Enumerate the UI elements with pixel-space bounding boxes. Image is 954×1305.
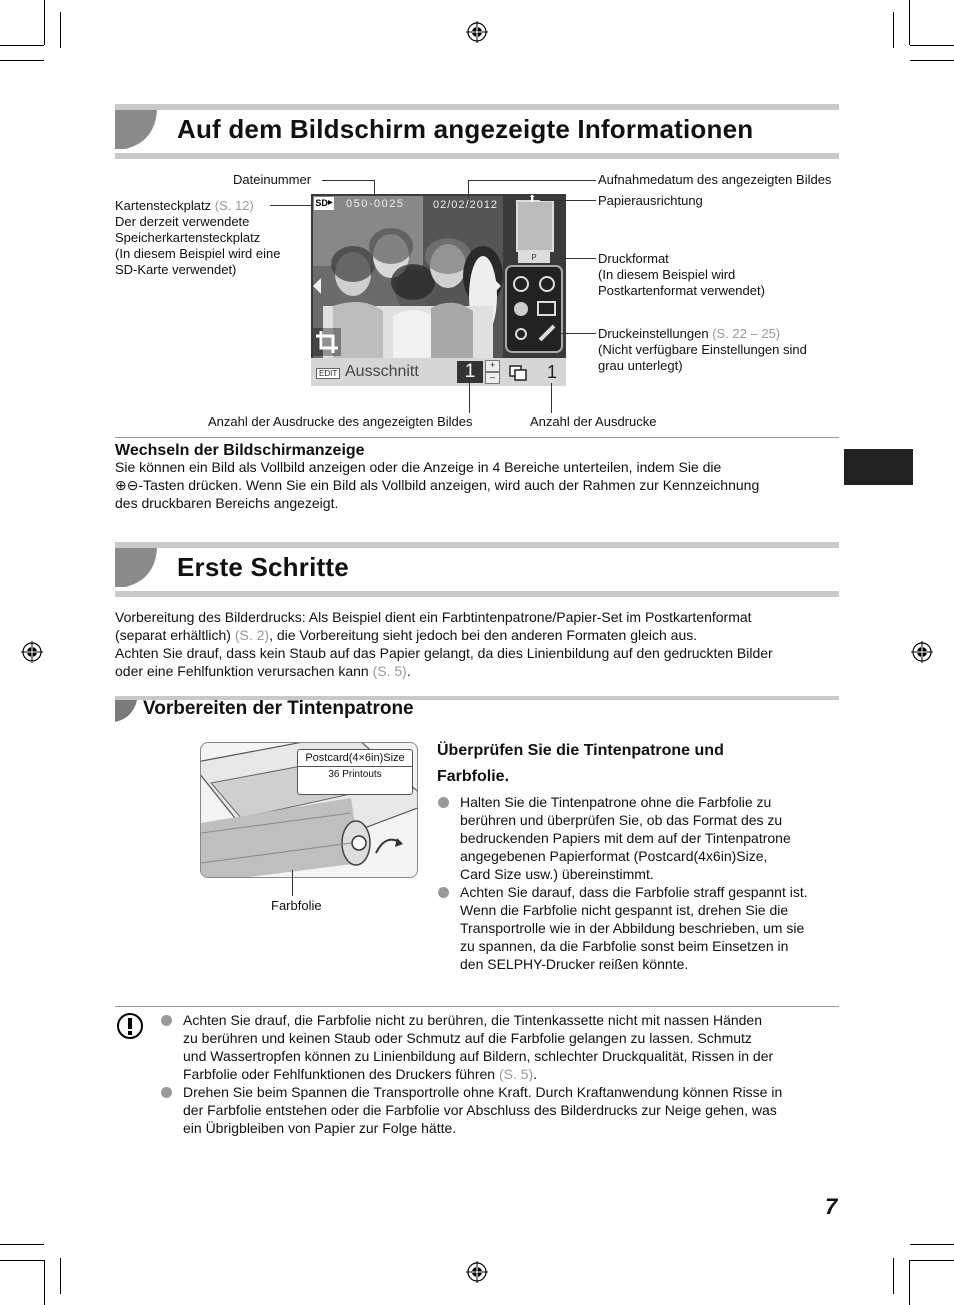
subsection-title: Vorbereiten der Tintenpatrone [143, 698, 414, 719]
callout-dateinummer: Dateinummer [233, 172, 312, 187]
callout-anzahl: Anzahl der Ausdrucke [530, 414, 657, 429]
card-slot-icon: SD▶ [315, 198, 333, 208]
bullet-icon [438, 887, 449, 898]
crop-mark [893, 12, 894, 48]
cartridge-illustration [200, 742, 418, 878]
cartridge-label: Postcard(4×6in)Size 36 Printouts [297, 749, 413, 795]
section-header [115, 542, 839, 597]
arrow-right-icon[interactable] [491, 278, 501, 294]
section-tab-icon [115, 104, 173, 159]
arrow-left-icon[interactable] [313, 278, 323, 294]
shot-date: 02/02/2012 [433, 199, 499, 211]
zoom-in-icon: ⊕ [115, 477, 127, 493]
erste-text: Vorbereitung des Bilderdrucks: Als Beispiel dient ein Farbtintenpatrone/Papier-Set im Postkartenformat (separat erhältlich) (S. 2), die Vorbereitung sieht jedoch bei den anderen Formaten gleich aus. Achten Sie drauf, dass kein Staub auf das Papier gelangt, da dies Linienbildung auf den gedruckten Bilder oder eine Fehlfunktion verursachen kann (S. 5). [115, 609, 773, 679]
step-heading: Überprüfen Sie die Tintenpatrone und Farbfolie. [437, 742, 724, 785]
crop-mark [910, 60, 954, 61]
print-format-icon: P [518, 252, 550, 263]
section-header [115, 104, 839, 159]
file-number: 050-0025 [346, 198, 405, 210]
crop-mark [44, 0, 45, 45]
callout-druckformat: Druckformat (In diesem Beispiel wird Postkartenformat verwendet) [598, 251, 765, 298]
divider [115, 437, 839, 438]
total-prints-icon [509, 365, 527, 381]
callout-aufnahmedatum: Aufnahmedatum des angezeigten Bildes [598, 172, 832, 187]
crop-mark [0, 45, 44, 46]
caution-bullet-1: Achten Sie drauf, die Farbfolie nicht zu berühren, die Tintenkassette nicht mit nassen Händen zu berühren und keinen Staub oder Schmutz auf die Farbfolie gelangen zu lassen. Schmutz und Wassertropfen können zu Linienbildung auf Bildern, schlechter Druckqualität, Rissen in der Farbfolie oder Fehlfunktionen des Druckers führen (S. 5). [183, 1012, 774, 1082]
callout-farbfolie: Farbfolie [271, 898, 322, 913]
paper-orientation [516, 200, 554, 252]
page-number: 7 [825, 1194, 838, 1219]
crop-mark [0, 60, 44, 61]
subsection-tab-icon [115, 698, 137, 722]
section-title: Erste Schritte [177, 552, 349, 582]
crop-mark [910, 45, 954, 46]
step-bullet-2: Achten Sie darauf, dass die Farbfolie straff gespannt ist. Wenn die Farbfolie nicht gespannt ist, drehen Sie die Transportrolle wie in der Abbildung beschrieben, um sie zu spannen, da die Farbfolie sonst beim Einsetzen in den SELPHY-Drucker reißen könnte. [460, 884, 808, 972]
registration-mark-icon [466, 21, 488, 43]
crop-mark [44, 1260, 45, 1305]
subheading: Wechseln der Bildschirmanzeige [115, 442, 365, 459]
total-prints: 1 [547, 362, 558, 382]
divider [115, 1006, 839, 1007]
crop-mark [60, 1258, 61, 1294]
caution-icon [116, 1012, 144, 1040]
bullet-icon [438, 797, 449, 808]
edit-label: EDIT [316, 368, 340, 379]
paper-orientation-arrow: ⬆ [528, 194, 537, 205]
crop-mark [0, 1260, 44, 1261]
callout-druckeinstellungen: Druckeinstellungen (S. 22 – 25) (Nicht verfügbare Einstellungen sind grau unterlegt) [598, 326, 807, 373]
section-title: Auf dem Bildschirm angezeigte Informationen [177, 114, 754, 144]
crop-mark [60, 12, 61, 48]
chapter-tab [844, 449, 913, 485]
wechseln-text: Sie können ein Bild als Vollbild anzeigen oder die Anzeige in 4 Bereiche unterteilen, indem Sie die ⊕⊖-Tasten drücken. Wenn Sie ein Bild als Vollbild anzeigen, wird auch der Rahmen zur Kennzeichnung des druckbaren Bereichs angezeigt. [115, 459, 760, 511]
crop-mark [910, 1244, 954, 1245]
zoom-out-icon: ⊖ [126, 477, 139, 493]
section-tab-icon [115, 542, 173, 597]
bullet-icon [161, 1015, 172, 1026]
bullet-icon [161, 1087, 172, 1098]
copies-count: 1 [457, 361, 483, 383]
registration-mark-icon [21, 641, 43, 663]
callout-papierausrichtung: Papierausrichtung [598, 193, 703, 208]
step-bullet-1: Halten Sie die Tintenpatrone ohne die Farbfolie zu berühren und überprüfen Sie, ob das Format des zu bedruckenden Papiers mit dem auf der Tintenpatrone angegebenen Papierformat (Postcard(4x6in)Size, Card Size usw.) übereinstimmt. [460, 794, 791, 882]
subsection-header [115, 696, 839, 722]
callout-anzahl-bild: Anzahl der Ausdrucke des angezeigten Bildes [208, 414, 473, 429]
printer-screen [311, 194, 566, 386]
sample-photo [313, 196, 503, 358]
caution-bullet-2: Drehen Sie beim Spannen die Transportrolle ohne Kraft. Durch Kraftanwendung können Risse in der Farbfolie entstehen oder die Farbfolie vor Abschluss des Bilderdrucks zur Neige gehen, was ein Übrigbleiben von Papier zur Folge hätte. [183, 1084, 783, 1136]
crop-mark [0, 1244, 44, 1245]
crop-mark [909, 1260, 910, 1305]
copies-minus[interactable]: – [485, 372, 500, 384]
print-settings-panel [504, 264, 564, 354]
crop-icon [313, 328, 341, 356]
crop-mark [910, 1260, 954, 1261]
registration-mark-icon [911, 641, 933, 663]
registration-mark-icon [466, 1261, 488, 1283]
crop-mark [893, 1258, 894, 1294]
copies-plus[interactable]: + [485, 360, 500, 372]
crop-mark [909, 0, 910, 45]
callout-kartensteckplatz: Kartensteckplatz (S. 12) Der derzeit verwendete Speicherkartensteckplatz (In diesem Beispiel wird eine SD-Karte verwendet) [115, 198, 281, 277]
mode-label: Ausschnitt [345, 363, 419, 380]
